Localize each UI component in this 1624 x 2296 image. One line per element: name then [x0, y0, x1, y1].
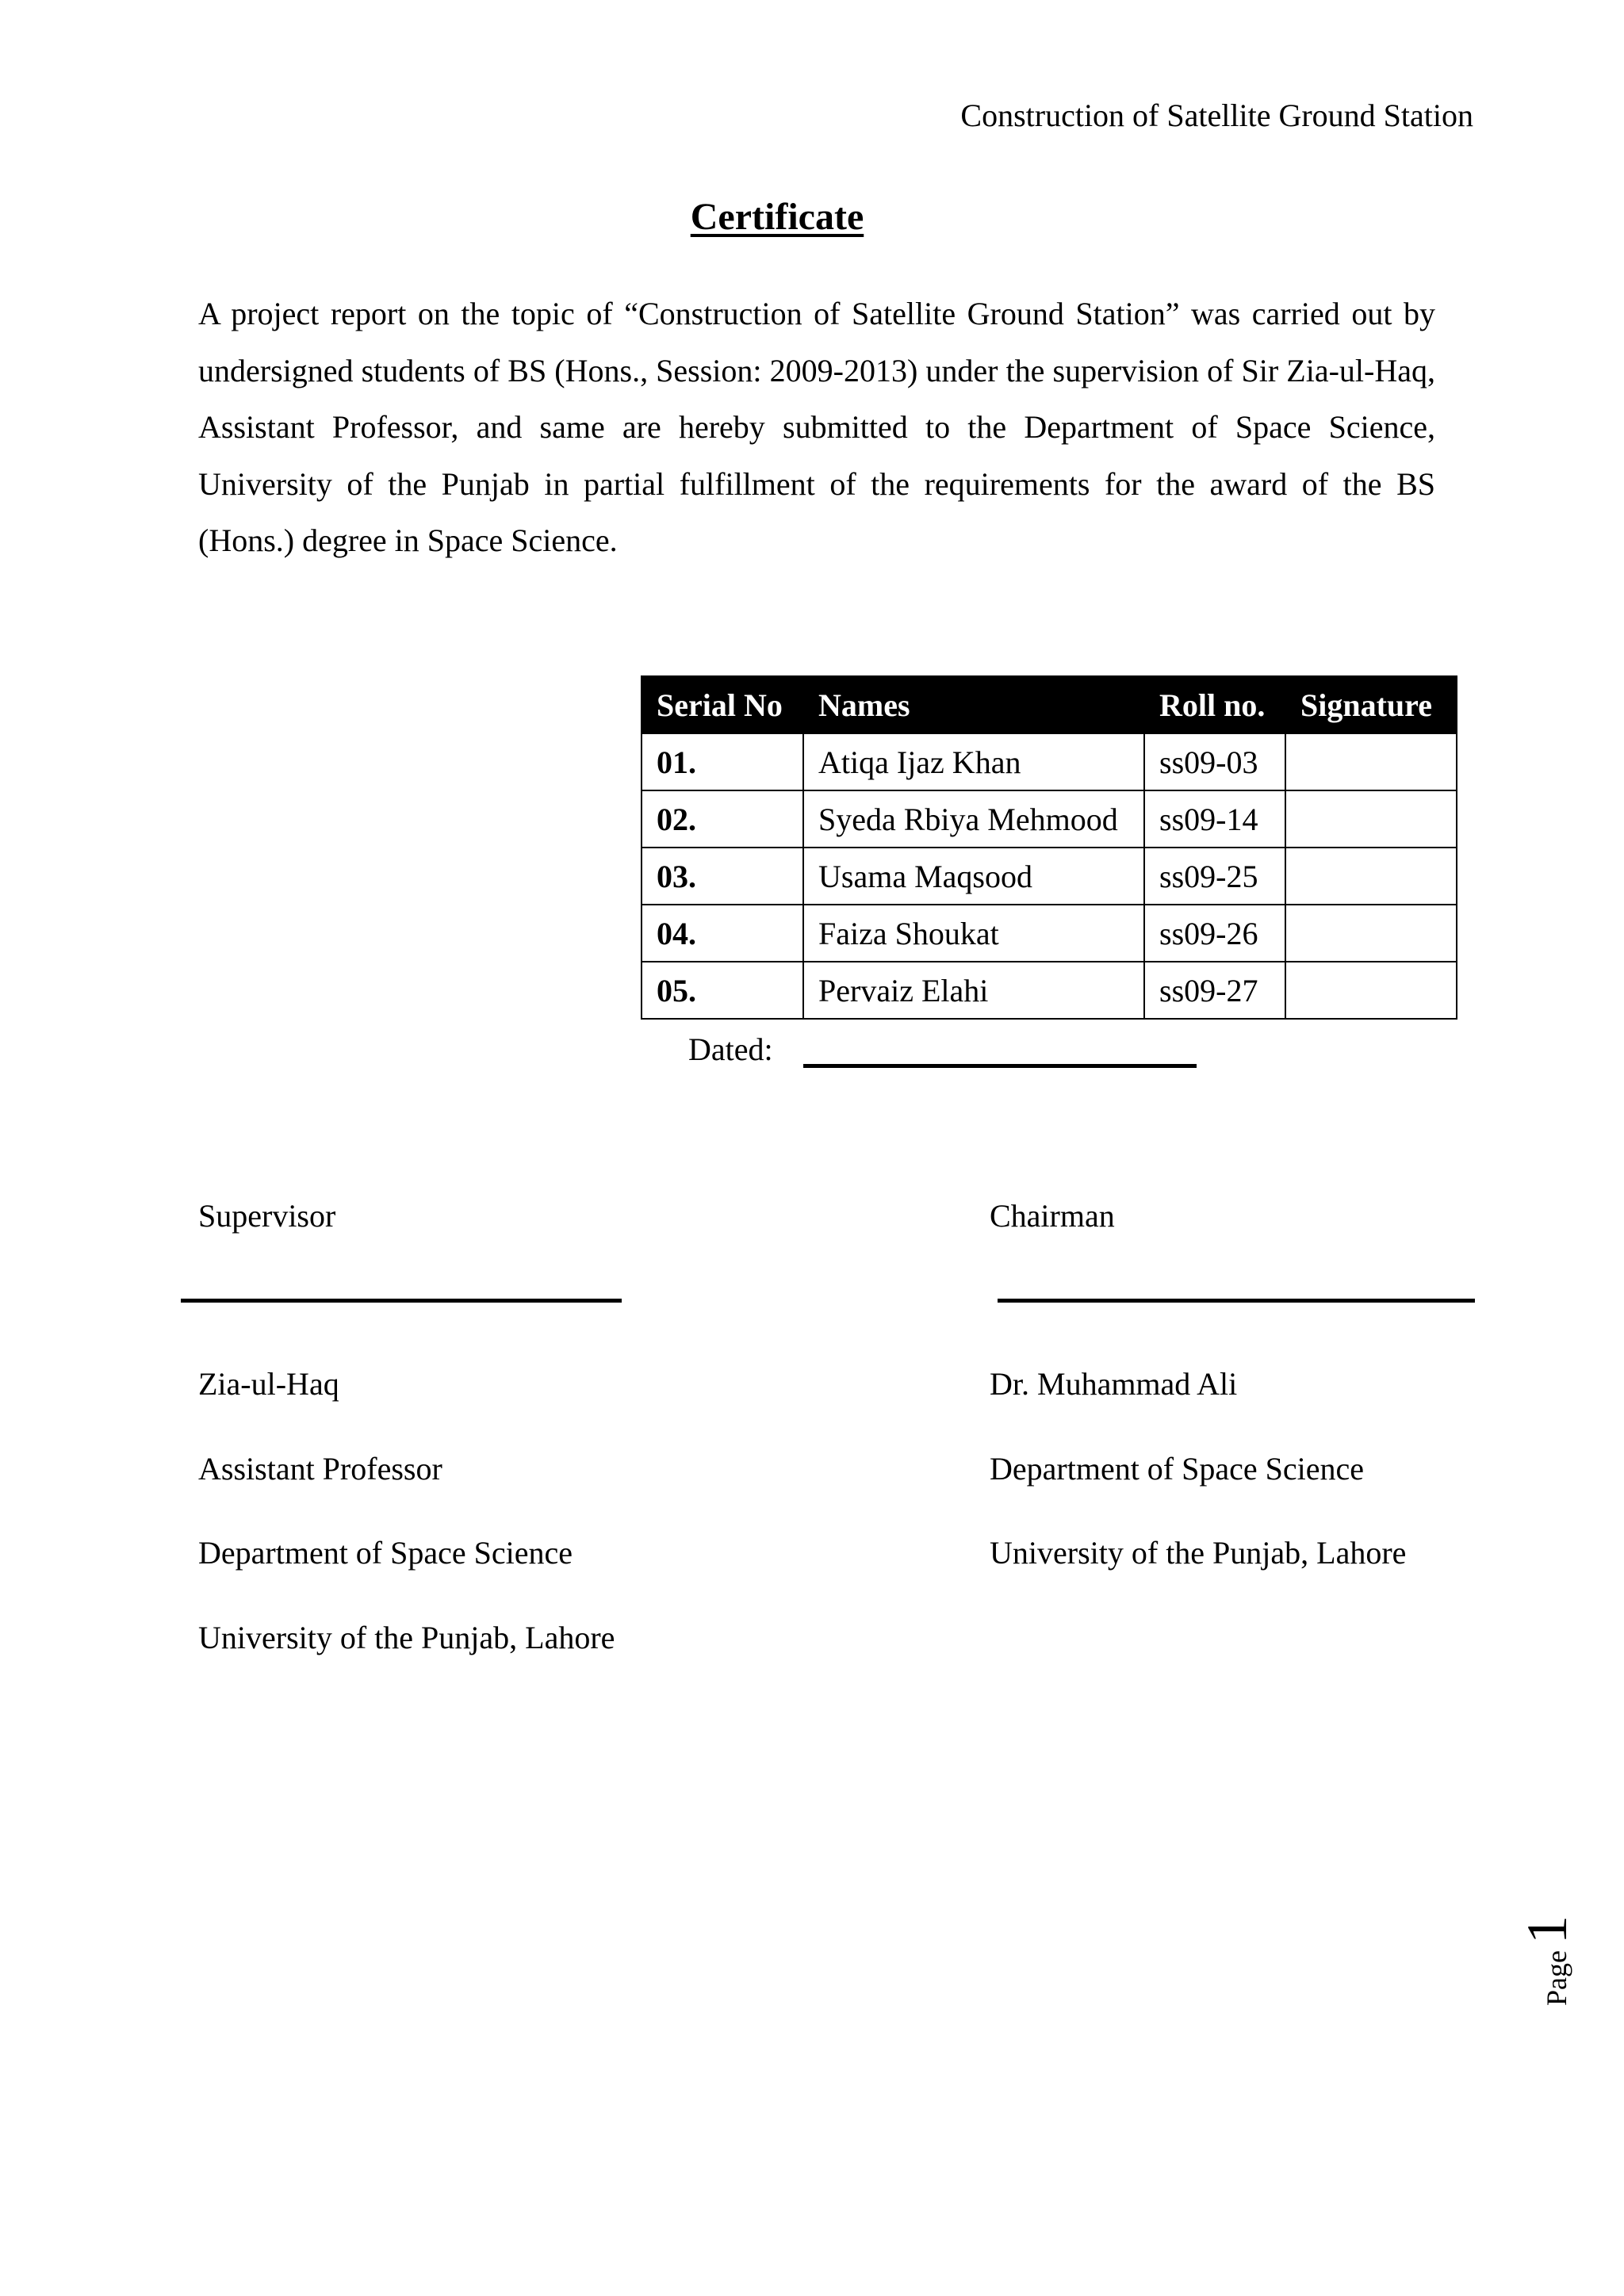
header-roll-no: Roll no.	[1144, 676, 1285, 733]
header-names: Names	[803, 676, 1144, 733]
name-cell: Faiza Shoukat	[803, 905, 1144, 962]
header-serial-no: Serial No	[642, 676, 803, 733]
table-row	[642, 962, 1457, 1019]
table-row	[642, 905, 1457, 962]
table-row	[642, 848, 1457, 905]
name-cell: Usama Maqsood	[803, 848, 1144, 905]
certificate-body: A project report on the topic of “Construction of Satellite Ground Station” was carried out by undersigned students of BS (Hons., Session: 2009-2013) under the supervision of Sir Zia-ul-Haq, Assistant Professor, and same are hereby submitted to the Department of Space Science, University of the Punjab in partial fulfillment of the requirements for the award of the BS (Hons.) degree in Space Science.	[198, 296, 1435, 558]
supervisor-signature-line	[181, 1299, 622, 1303]
chairman-department: Department of Space Science	[990, 1451, 1365, 1487]
chairman-university: University of the Punjab, Lahore	[990, 1535, 1407, 1571]
roll-cell: ss09-27	[1144, 962, 1285, 1019]
signature-cell	[1285, 962, 1457, 1019]
signature-cell	[1285, 790, 1457, 848]
table-row	[642, 790, 1457, 848]
page-word: Page	[1541, 1950, 1572, 2006]
dated-label: Dated:	[688, 1031, 773, 1067]
serial-cell: 01.	[642, 733, 803, 790]
students-table	[641, 675, 1457, 1020]
name-cell: Syeda Rbiya Mehmood	[803, 790, 1144, 848]
roll-cell: ss09-25	[1144, 848, 1285, 905]
supervisor-department: Department of Space Science	[198, 1535, 573, 1571]
supervisor-label: Supervisor	[198, 1198, 336, 1234]
header-signature: Signature	[1285, 676, 1457, 733]
dated-signature-line	[803, 1032, 1197, 1068]
roll-cell: ss09-14	[1144, 790, 1285, 848]
signature-cell	[1285, 733, 1457, 790]
signature-cell	[1285, 905, 1457, 962]
table-row	[642, 733, 1457, 790]
serial-cell: 04.	[642, 905, 803, 962]
roll-cell: ss09-26	[1144, 905, 1285, 962]
chairman-label: Chairman	[990, 1198, 1115, 1234]
supervisor-university: University of the Punjab, Lahore	[198, 1620, 615, 1655]
serial-cell: 02.	[642, 790, 803, 848]
roll-cell: ss09-03	[1144, 733, 1285, 790]
name-cell: Pervaiz Elahi	[803, 962, 1144, 1019]
chairman-name: Dr. Muhammad Ali	[990, 1366, 1238, 1402]
page-title: Certificate	[690, 196, 864, 238]
dated-field	[688, 1031, 1197, 1068]
serial-cell: 03.	[642, 848, 803, 905]
name-cell: Atiqa Ijaz Khan	[803, 733, 1144, 790]
chairman-signature-line	[998, 1299, 1475, 1303]
supervisor-designation: Assistant Professor	[198, 1451, 442, 1487]
table-header-row	[642, 676, 1457, 733]
serial-cell: 05.	[642, 962, 803, 1019]
running-header: Construction of Satellite Ground Station	[960, 98, 1473, 133]
page-digit: 1	[1515, 1915, 1579, 1945]
page-number	[1515, 1915, 1580, 2006]
supervisor-name: Zia-ul-Haq	[198, 1366, 339, 1402]
signature-cell	[1285, 848, 1457, 905]
